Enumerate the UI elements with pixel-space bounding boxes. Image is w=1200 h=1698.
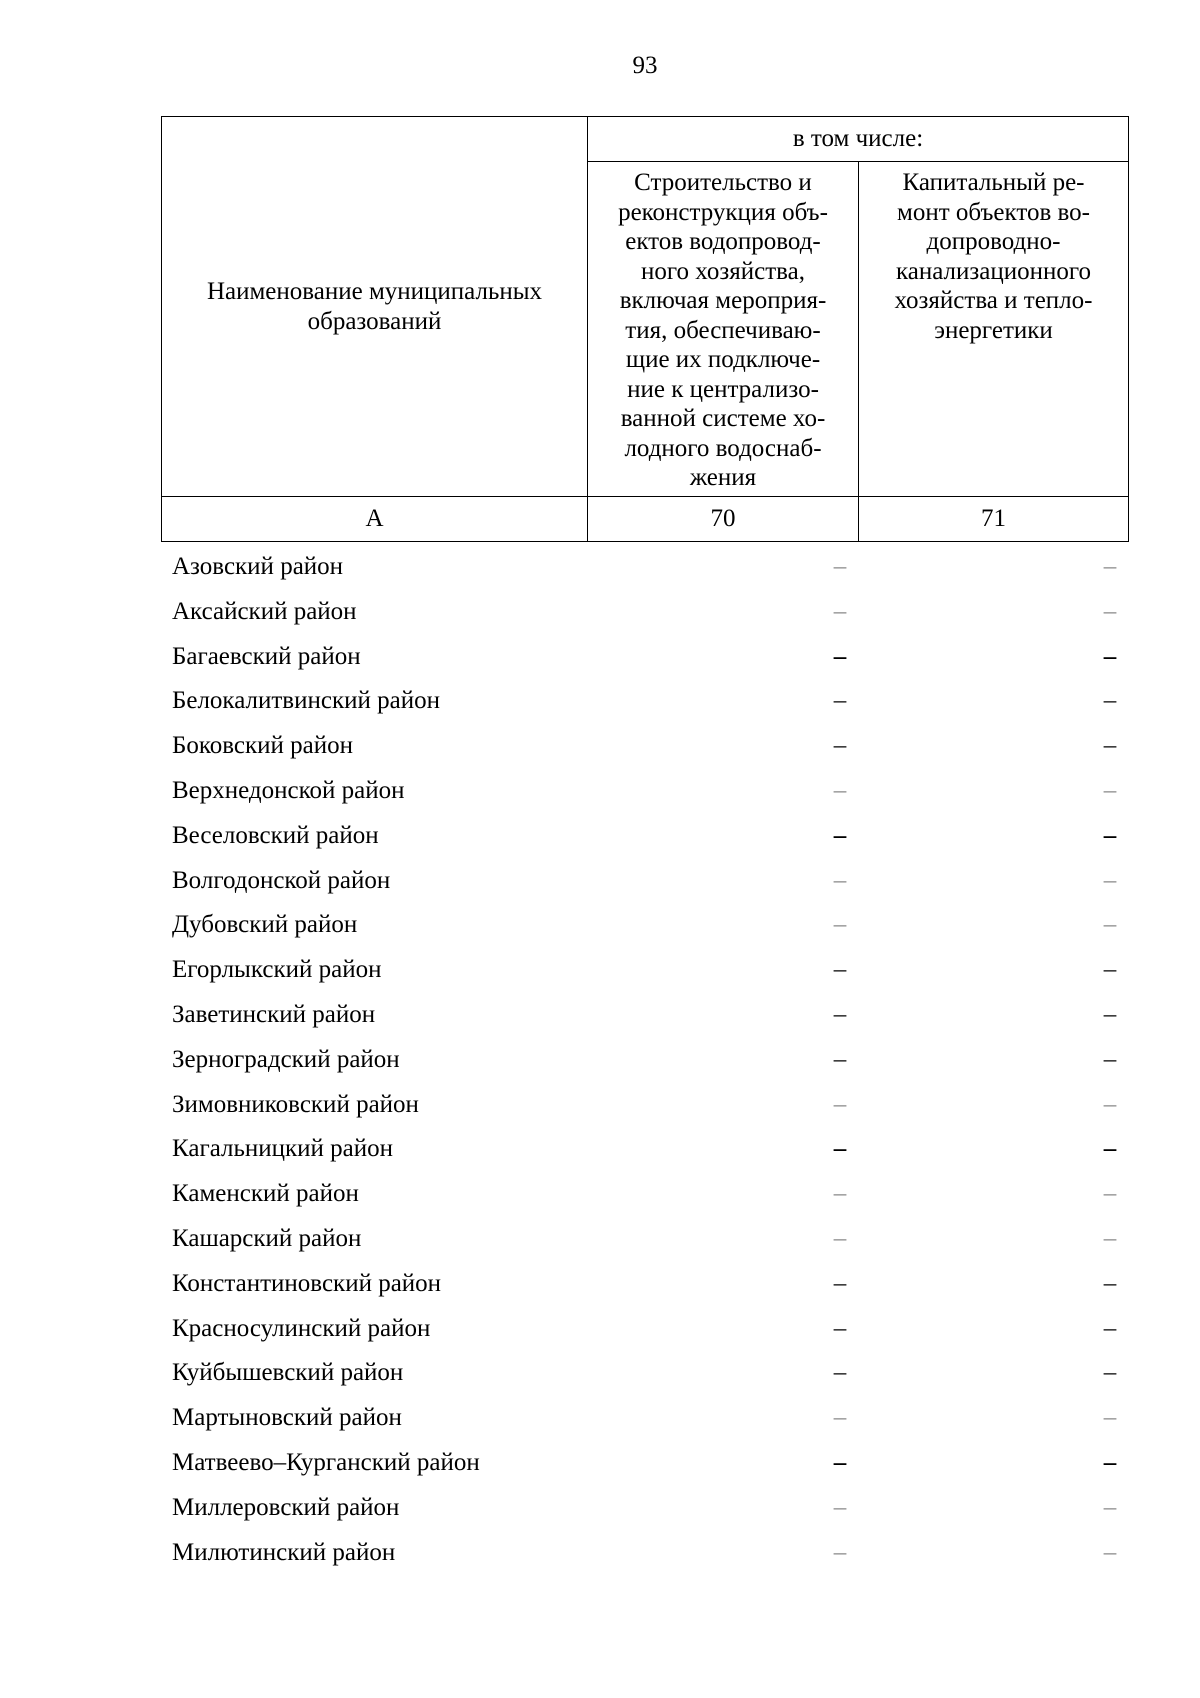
header-line: ние к централизо- — [627, 375, 819, 403]
value-col-70: – — [833, 1000, 847, 1028]
municipality-name: Миллеровский район — [172, 1493, 400, 1521]
municipality-name: Мартыновский район — [172, 1404, 402, 1432]
table-row — [161, 1486, 1128, 1531]
table-row — [161, 1083, 1128, 1128]
table-row — [161, 769, 1128, 814]
header-line: допроводно- — [926, 228, 1061, 255]
municipality-name: Боковский район — [172, 732, 353, 760]
header-line: ванной системе хо- — [620, 405, 826, 432]
table-row — [161, 724, 1128, 769]
value-col-70: – — [833, 1269, 847, 1297]
value-col-70: – — [833, 1448, 847, 1476]
header-num-71: 71 — [859, 497, 1129, 542]
municipality-name: Милютинский район — [172, 1538, 396, 1566]
value-col-71: – — [1103, 1045, 1117, 1073]
municipality-name: Веселовский район — [172, 821, 379, 849]
header-col-construction — [588, 162, 859, 497]
value-col-71: – — [1103, 687, 1117, 715]
value-col-70: – — [833, 732, 847, 760]
value-col-71: – — [1103, 1493, 1117, 1521]
header-line: ного хозяйства, — [641, 257, 805, 285]
header-line: Капитальный ре- — [902, 169, 1085, 196]
municipality-name: Заветинский район — [172, 1000, 376, 1028]
header-line: жения — [689, 464, 757, 491]
value-col-71: – — [1103, 597, 1117, 625]
value-col-70: – — [833, 642, 847, 670]
municipality-name: Волгодонской район — [172, 866, 391, 894]
table-header — [161, 116, 1129, 542]
table-row — [161, 1127, 1128, 1172]
table-body — [161, 545, 1128, 1575]
header-line: включая мероприя- — [619, 287, 827, 314]
municipality-name: Куйбышевский район — [172, 1359, 404, 1387]
municipality-name: Матвеево–Курганский район — [172, 1448, 480, 1476]
table-row — [161, 1441, 1128, 1486]
value-col-70: – — [833, 776, 847, 804]
table-row — [161, 1172, 1128, 1217]
value-col-70: – — [833, 687, 847, 715]
value-col-71: – — [1103, 1135, 1117, 1163]
value-col-70: – — [833, 1538, 847, 1566]
table-row — [161, 859, 1128, 904]
header-line: тия, обеспечиваю- — [625, 316, 821, 344]
value-col-71: – — [1103, 732, 1117, 760]
value-col-71: – — [1103, 1314, 1117, 1342]
municipality-name: Каменский район — [172, 1180, 359, 1208]
table-row — [161, 1307, 1128, 1352]
municipality-name: Азовский район — [172, 553, 344, 580]
table-row — [161, 903, 1128, 948]
value-col-70: – — [833, 956, 847, 984]
header-line: канализационного — [895, 257, 1092, 285]
table-row — [161, 679, 1128, 724]
value-col-70: – — [833, 1404, 847, 1432]
header-num-a: А — [162, 497, 588, 542]
municipality-name: Дубовский район — [172, 911, 358, 939]
municipality-name: Кашарский район — [172, 1224, 362, 1252]
header-line: реконструкция объ- — [618, 198, 828, 226]
value-col-70: – — [833, 1180, 847, 1208]
municipality-name: Зимовниковский район — [172, 1090, 419, 1118]
table-row — [161, 545, 1128, 590]
table-row — [161, 993, 1128, 1038]
header-including: в том числе: — [588, 117, 1129, 162]
header-line: щие их подключе- — [625, 346, 821, 373]
page-number: 93 — [632, 52, 658, 79]
value-col-71: – — [1103, 1538, 1117, 1566]
header-line: хозяйства и тепло- — [894, 287, 1093, 314]
municipality-name: Аксайский район — [172, 597, 357, 625]
value-col-71: – — [1103, 1000, 1117, 1028]
value-col-71: – — [1103, 553, 1117, 580]
value-col-70: – — [833, 1314, 847, 1342]
value-col-70: – — [833, 597, 847, 625]
table-row — [161, 590, 1128, 635]
municipality-name: Белокалитвинский район — [172, 687, 440, 715]
table-row — [161, 1038, 1128, 1083]
value-col-71: – — [1103, 1224, 1117, 1252]
value-col-71: – — [1103, 1404, 1117, 1432]
municipality-name: Красносулинский район — [172, 1314, 431, 1342]
value-col-70: – — [833, 821, 847, 849]
header-line: ектов водопровод- — [625, 228, 821, 255]
value-col-70: – — [833, 1493, 847, 1521]
value-col-70: – — [833, 911, 847, 939]
municipality-name: Константиновский район — [172, 1269, 442, 1297]
value-col-71: – — [1103, 642, 1117, 670]
value-col-70: – — [833, 553, 847, 580]
value-col-71: – — [1103, 1180, 1117, 1208]
table-row — [161, 1351, 1128, 1396]
value-col-70: – — [833, 1045, 847, 1073]
table-row — [161, 1217, 1128, 1262]
value-col-71: – — [1103, 776, 1117, 804]
municipality-name: Багаевский район — [172, 642, 361, 670]
value-col-70: – — [833, 1359, 847, 1387]
table-row — [161, 635, 1128, 680]
table-row — [161, 1396, 1128, 1441]
value-col-71: – — [1103, 1269, 1117, 1297]
header-line: энергетики — [934, 316, 1053, 344]
header-col-capital-repair — [859, 162, 1129, 497]
value-col-71: – — [1103, 1448, 1117, 1476]
value-col-70: – — [833, 1224, 847, 1252]
value-col-71: – — [1103, 956, 1117, 984]
municipality-name: Зерноградский район — [172, 1045, 400, 1073]
municipality-name: Верхнедонской район — [172, 776, 405, 804]
table-row — [161, 814, 1128, 859]
table-row — [161, 948, 1128, 993]
table-row — [161, 1262, 1128, 1307]
header-municipality-name: Наименование муниципальных образований — [162, 117, 588, 497]
table-row — [161, 1531, 1128, 1576]
value-col-71: – — [1103, 866, 1117, 894]
header-line: монт объектов во- — [897, 198, 1090, 226]
value-col-70: – — [833, 1090, 847, 1118]
header-num-70: 70 — [588, 497, 859, 542]
value-col-71: – — [1103, 1090, 1117, 1118]
value-col-71: – — [1103, 911, 1117, 939]
value-col-71: – — [1103, 1359, 1117, 1387]
value-col-70: – — [833, 1135, 847, 1163]
header-line: лодного водоснаб- — [624, 434, 822, 462]
header-line: Строительство и — [634, 169, 812, 196]
value-col-71: – — [1103, 821, 1117, 849]
value-col-70: – — [833, 866, 847, 894]
municipality-name: Кагальницкий район — [172, 1135, 394, 1163]
municipality-name: Егорлыкский район — [172, 956, 382, 984]
